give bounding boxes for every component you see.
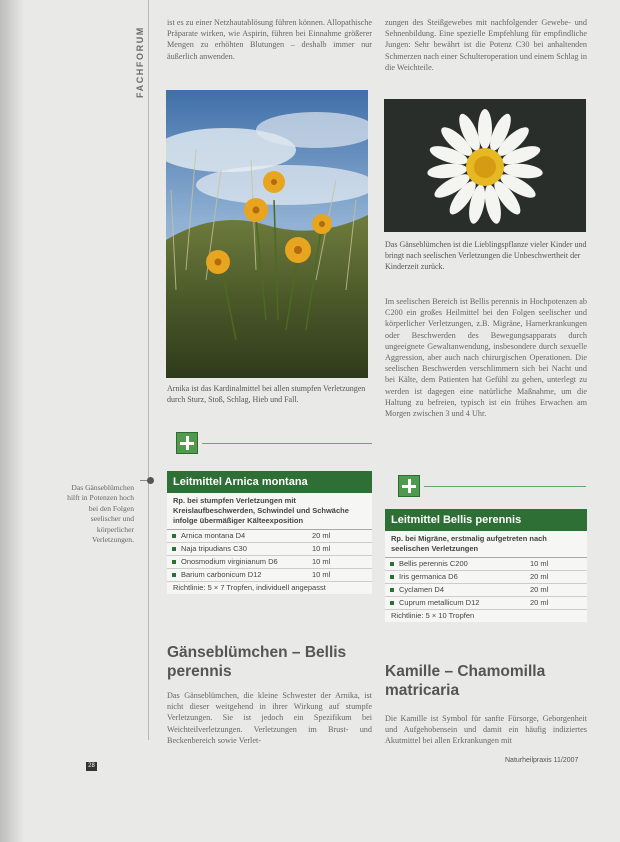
ingredient-row: Onosmodium virginianum D6 10 ml (167, 556, 372, 569)
remedy-box-arnica (167, 471, 372, 594)
page-edge-shadow (0, 0, 24, 842)
ingredient-row: Iris germanica D6 20 ml (385, 571, 587, 584)
col3-top-text: zungen des Steißgewebes mit nachfolgender Gewebe- und Sehnenbildung. Eine spezielle Empfehlung für empfindliche Jungen: Sehr bewährt ist die Potenz C30 bei anhaltenden Schmerzen nach einer Schulteroperation und einem Schlag in die Weichteile. (385, 18, 587, 72)
kamille-text: Die Kamille ist Symbol für sanfte Fürsorge, Geborgenheit und Aufgehobensein und damit ein häufig indiziertes Akutmittel bei allen Erkrankungen mit (385, 714, 587, 746)
remedy-divider (176, 432, 372, 454)
arnica-caption: Arnika ist das Kardinalmittel bei allen stumpfen Verletzungen durch Sturz, Stoß, Schlag, Hieb und Fall. (167, 384, 366, 404)
bellis-text: Das Gänseblümchen, die kleine Schwester der Arnika, ist nicht dieser weitgehend in ihrer Wirkung auf stumpfe Verletzungen. Sie ist jedoch ein Spezifikum bei Weichteilverletzungen. Verletzungen im Brust- und Beckenbereich sowie Verlet- (167, 691, 372, 745)
ingredient-row: Barium carbonicum D12 10 ml (167, 569, 372, 582)
ingredient-row: Bellis perennis C200 10 ml (385, 558, 587, 571)
kamille-heading: Kamille – Chamomilla matricaria (385, 663, 546, 699)
side-note-marker (147, 477, 154, 484)
dosage-note: Richtlinie: 5 × 7 Tropfen, individuell angepasst (173, 583, 326, 592)
plus-icon (398, 475, 420, 497)
footer-issue: Naturheilpraxis 11/2007 (505, 757, 579, 764)
plus-icon (176, 432, 198, 454)
side-note: Das Gänseblümchen hilft in Potenzen hoch bei den Folgen seelischer und körperlicher Verletzungen. (67, 483, 134, 545)
ingredient-row: Cuprum metallicum D12 20 ml (385, 597, 587, 610)
ingredient-row: Naja tripudians C30 10 ml (167, 543, 372, 556)
page-number: 28 (86, 762, 97, 771)
ingredient-row: Arnica montana D4 20 ml (167, 530, 372, 543)
remedy-box-bellis (385, 509, 587, 622)
arnica-photo (166, 90, 368, 378)
col1-top-text: ist es zu einer Netzhautablösung führen können. Allopathische Präparate wirken, wie Aspirin, führen bei Einnahme größerer Mengen zu erhöhten Blutungen – deshalb immer nur äußerlich anwenden. (167, 18, 372, 61)
remedy-box-indication: Rp. bei stumpfen Verletzungen mit Kreislaufbeschwerden, Schwindel und Schwäche infolge übermäßiger Kälteexposition (167, 493, 372, 530)
remedy-box-title: Leitmittel Arnica montana (167, 471, 372, 493)
dosage-note: Richtlinie: 5 × 10 Tropfen (391, 611, 475, 620)
section-label: FACHFORUM (135, 26, 145, 98)
col3-mid-text: Im seelischen Bereich ist Bellis perennis in Hochpotenzen ab C200 ein großes Heilmittel bei den Folgen seelischer und körperlicher Verletzungen, z.B. Migräne, Harnerkrankungen oder Beschwerden des Bewegungsapparats durch ungeeignete Gewaltanwendung, insbesondere durch sexuelle Aggression, aber auch nach chirurgischen Operationen. Die seelischen Beschwerden verschlimmern sich bei Nacht und bei Kälte, dem Patienten hat Gefühl zu gehen, unterlegt zu werden ist dagegen eine natürliche Maßnahme, um die Haltung zu befreien, typisch ist ein frühes Erwachen am Morgen zwischen 3 und 4 Uhr. (385, 297, 587, 419)
daisy-photo (384, 99, 586, 232)
daisy-caption: Das Gänseblümchen ist die Lieblingspflanze vieler Kinder und bringt nach seelischen Verletzungen die Unbeschwertheit der Kinderzeit zurück. (385, 240, 587, 271)
bellis-heading: Gänseblümchen – Bellis perennis (167, 644, 347, 680)
remedy-divider (398, 475, 588, 497)
remedy-box-title: Leitmittel Bellis perennis (385, 509, 587, 531)
margin-rule (148, 0, 149, 740)
ingredient-row: Cyclamen D4 20 ml (385, 584, 587, 597)
remedy-box-indication: Rp. bei Migräne, erstmalig aufgetreten nach seelischen Verletzungen (385, 531, 587, 558)
